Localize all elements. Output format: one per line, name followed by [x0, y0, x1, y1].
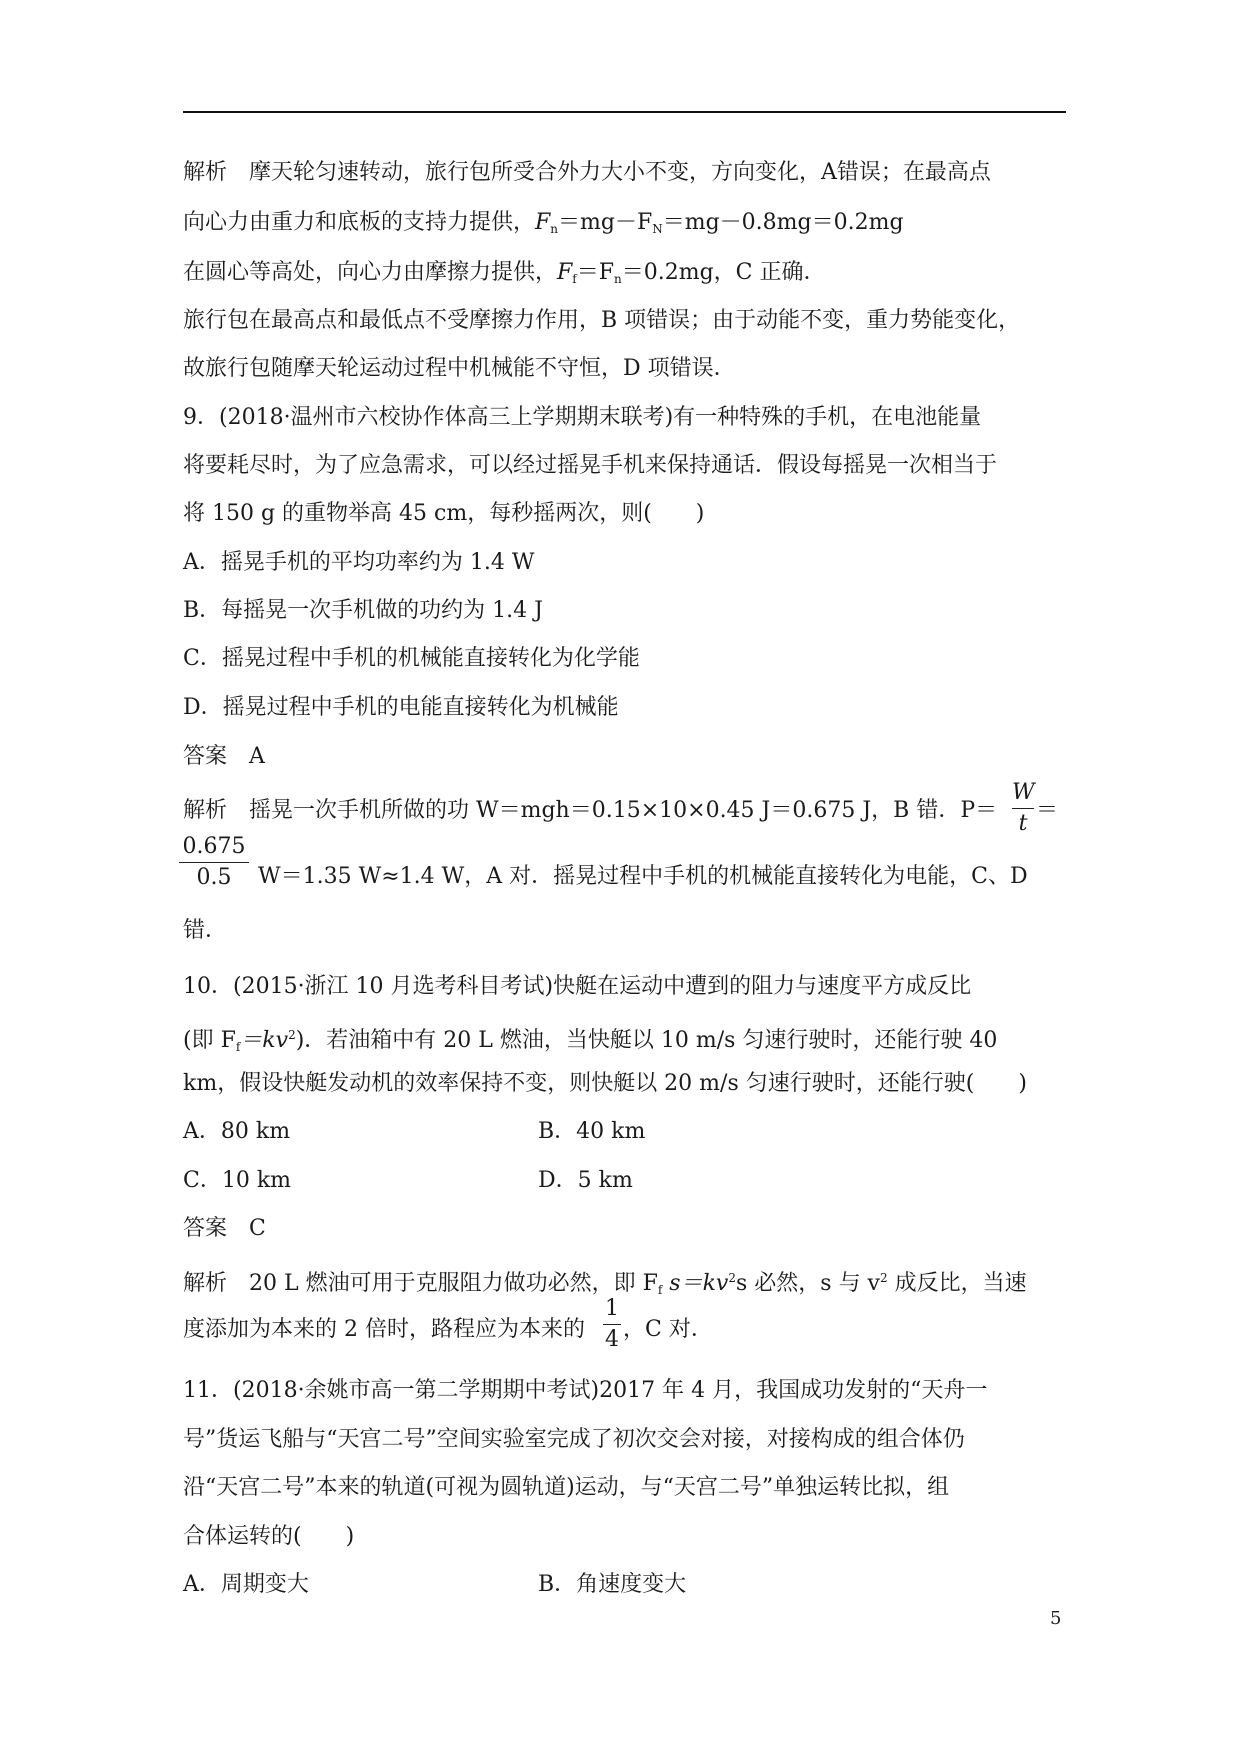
explanation-line: 故旅行包随摩天轮运动过程中机械能不守恒，D 项错误． [183, 356, 736, 381]
explanation-line: 解析 20 L 燃油可用于克服阻力做功必然，即 $F_f$ $s=kv^2s$ 必然，s 与 $v^2$ 成反比，当速 [183, 1271, 1027, 1297]
question-11-stem: 沿“天宫二号”本来的轨道(可视为圆轨道)运动，与“天宫二号”单独运转比拟，组 [183, 1475, 950, 1500]
answer: 答案 A [183, 744, 265, 769]
question-11-stem: 11．(2018·余姚市高一第二学期期中考试)2017 年 4 月，我国成功发射的“天舟一 [183, 1378, 988, 1403]
option-b: B．每摇晃一次手机做的功约为 1.4 J [183, 598, 543, 623]
answer: 答案 C [183, 1216, 266, 1241]
question-10-stem: (即 $F_f=kv^2$)．若油箱中有 20 L 燃油，当快艇以 10 m/s 匀速行驶时，还能行驶 40 [183, 1028, 998, 1054]
option-d: D．摇晃过程中手机的电能直接转化为机械能 [183, 695, 619, 720]
question-11-stem: 号”货运飞船与“天宫二号”空间实验室完成了初次交会对接，对接构成的组合体仍 [183, 1427, 965, 1452]
explanation-line: ，C 对． [623, 1317, 713, 1342]
explanation-line: 解析 摇晃一次手机所做的功 W＝mgh＝0.15×10×0.45 J＝0.675 J，B 错．P＝ [183, 798, 998, 823]
option-c: C．摇晃过程中手机的机械能直接转化为化学能 [183, 646, 640, 671]
option-a: A．摇晃手机的平均功率约为 1.4 W [183, 550, 535, 575]
question-9-stem: 9．(2018·温州市六校协作体高三上学期期末联考)有一种特殊的手机，在电池能量 [183, 405, 982, 430]
option-a: A．80 km [183, 1119, 291, 1144]
fraction-one-quarter: 1 4 [605, 1296, 619, 1352]
option-c: C．10 km [183, 1168, 292, 1193]
option-a: A．周期变大 [183, 1572, 309, 1597]
equals-sign: ＝ [1036, 798, 1059, 823]
fraction-w-over-t: W t [1012, 780, 1035, 836]
explanation-line: 旅行包在最高点和最低点不受摩擦力作用，B 项错误；由于动能不变，重力势能变化， [183, 308, 1021, 333]
fraction-0675-over-05: 0.675 0.5 [179, 834, 249, 891]
option-b: B．40 km [538, 1119, 646, 1144]
header-rule [183, 111, 1066, 113]
question-10-stem: 10．(2015·浙江 10 月选考科目考试)快艇在运动中遭到的阻力与速度平方成反比 [183, 974, 972, 999]
question-9-stem: 将要耗尽时，为了应急需求，可以经过摇晃手机来保持通话．假设每摇晃一次相当于 [183, 453, 998, 478]
question-10-stem: km，假设快艇发动机的效率保持不变，则快艇以 20 m/s 匀速行驶时，还能行驶( ) [183, 1071, 1027, 1096]
explanation-line: 在圆心等高处，向心力由摩擦力提供，$F_f=F_n=0.2mg$，C 正确． [183, 260, 826, 286]
explanation-line: 度添加为本来的 2 倍时，路程应为本来的 [183, 1317, 585, 1342]
explanation-line: W＝1.35 W≈1.4 W，A 对．摇晃过程中手机的机械能直接转化为电能，C、D [258, 864, 1028, 889]
option-b: B．角速度变大 [538, 1572, 687, 1597]
explanation-line: 解析 摩天轮匀速转动，旅行包所受合外力大小不变，方向变化，A错误；在最高点 [183, 160, 991, 185]
question-11-stem: 合体运转的( ) [183, 1524, 355, 1549]
explanation-line: 错． [183, 918, 228, 943]
explanation-line: 向心力由重力和底板的支持力提供，$F_n=mg-F_N=mg-0.8mg=0.2mg$ [183, 210, 904, 236]
question-9-stem: 将 150 g 的重物举高 45 cm，每秒摇两次，则( ) [183, 501, 705, 526]
page-number: 5 [1050, 1608, 1062, 1629]
option-d: D．5 km [538, 1168, 633, 1193]
